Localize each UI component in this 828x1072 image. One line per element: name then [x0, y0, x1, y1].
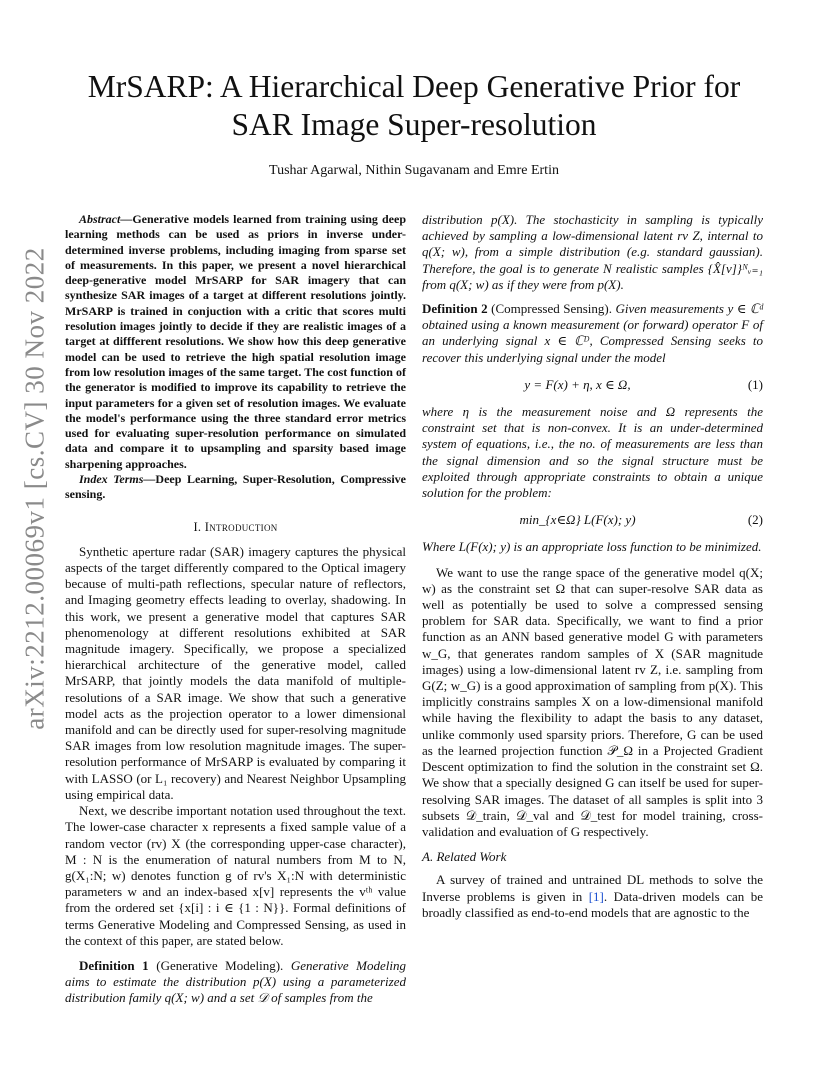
definition-2-text: Given measurements y ∈ ℂᵈ obtained using a known measurement (or forward) operator F of an underlying signal x ∈ ℂᴰ, Compressed Sensing seeks to recover this underlying signal under the model: [422, 301, 763, 365]
definition-2-end: Where L(F(x); y) is an appropriate loss function to be minimized.: [422, 539, 762, 555]
citation-link[interactable]: [1]: [588, 888, 604, 904]
definition-1-name: (Generative Modeling).: [148, 957, 291, 973]
intro-paragraph-1: Synthetic aperture radar (SAR) imagery captures the physical aspects of the target differently compared to the Optical imagery because of multi-path reflections, specular nature of reflectors, and Imaging geometry effects leading to overlay, shadowing. In this work, we present a generative model that captures SAR phenomenology at different resolutions exhibited at SAR magnitude imagery. Specifically, we propose a specialized hierarchical architecture of the generative model, called MrSARP, that jointly models the data manifold of multiple-resolutions of a SAR image. We show that such a generative model acts as the projection operator to a lower dimensional manifold and can be directly used for super-resolving magnitude SAR images from low resolution magnitude images. The super-resolution performance of MrSARP is evaluated by comparing it with LASSO (or L₁ recovery) and Nearest Neighbor Upsampling using empirical data.: [65, 543, 406, 802]
definition-2: [422, 301, 763, 366]
title-line-2: SAR Image Super-resolution: [231, 107, 597, 142]
paper-title: [60, 68, 768, 144]
equation-1-body: y = F(x) + η, x ∈ Ω,: [524, 376, 631, 392]
index-terms-text: Deep Learning, Super-Resolution, Compressive sensing.: [65, 472, 406, 502]
authors: Tushar Agarwal, Nithin Sugavanam and Emre Ertin: [269, 163, 559, 178]
definition-1: [65, 958, 406, 1007]
body-paragraph: We want to use the range space of the generative model q(X; w) as the constraint set Ω that can super-resolve SAR data as well as potentially be used to solve a compressed sensing problem for SAR data. Specifically, we want to find a prior function as an ANN based generative model G with parameters w_G, that generates random samples of X (SAR magnitude images) using a low-dimensional latent rv Z, i.e. sampling from G(Z; w_G) is a good approximation of sampling from p(X). This implicitly constrains samples X on a low-dimensional manifold while having the flexibility to adapt the basis to any dataset, unlike commonly used sparsity priors. Therefore, G can be used as the learned projection function 𝒫_Ω in a Projected Gradient Descent optimization to find the solution in the constraint set Ω. We show that a specially designed G can itself be used for super-resolving SAR images. The dataset of all samples is split into 3 subsets 𝒟_train, 𝒟_val and 𝒟_test for model training, cross-validation and evaluation of G respectively.: [422, 564, 763, 839]
definition-2-continued: where η is the measurement noise and Ω represents the constraint set that is non-convex. It is an under-determined system of equations, i.e., the no. of measurements are less than the signal dimension and so the signal structure must be exploited through appropriate constraints to obtain a unique solution for the problem:: [422, 404, 763, 501]
title-line-1: MrSARP: A Hierarchical Deep Generative Prior for: [87, 69, 741, 104]
abstract-label: Abstract—: [79, 212, 133, 226]
arxiv-identifier: arXiv:2212.00069v1 [cs.CV] 30 Nov 2022: [19, 246, 50, 730]
intro-paragraph-2: Next, we describe important notation used throughout the text. The lower-case character x represents a fixed sample value of a random vector (rv) X (the corresponding upper-case character), M : N is the enumeration of natural numbers from M to N, g(X₁:N; w) denotes function g of rv's X₁:N with deterministic parameters w and an index-based x[v] represents the vᵗʰ value from the ordered set {x[i] : i ∈ {1 : N}}. Formal definitions of terms Generative Modeling and Compressed Sensing, as used in the context of this paper, are stated below.: [65, 803, 406, 948]
left-column: [65, 212, 406, 1007]
section-heading-introduction: I. Introduction: [193, 519, 278, 534]
equation-2-number: (2): [747, 512, 763, 528]
arxiv-banner: [19, 246, 50, 730]
abstract-text: Generative models learned from training using deep learning methods can be used as priors in inverse under-determined inverse problems, including imaging from sparse set of measurements. In this paper, we present a novel hierarchical deep-generative model MrSARP for SAR imagery that can synthesize SAR images of a target at different resolutions jointly. MrSARP is trained in conjuction with a critic that scores multi resolution images jointly to decide if they are realistic images of a target at diffferent resolutions. We show how this deep generative model can be used to retrieve the high spatial resolution image from low resolution images of the same target. The cost function of the generator is modified to improve its capability to retrieve the input parameters for a given set of resolution images. We evaluate the model's performance using the three standard error metrics used for evaluating super-resolution performance on simulated data and compare it to upsampling and sparsity based image sharpening approaches.: [65, 212, 406, 471]
definition-1-continued: distribution p(X). The stochasticity in sampling is typically achieved by sampling a low-dimensional latent rv Z, internal to q(X; w), from a simple distribution (e.g. standard gaussian). Therefore, the goal is to generate N realistic samples {X̂[v]}ᴺᵥ₌₁ from q(X; w) as if they were from p(X).: [422, 212, 763, 292]
definition-2-label: Definition 2: [422, 301, 488, 317]
equation-2-body: min_{x∈Ω} L(F(x); y): [519, 512, 636, 528]
equation-1: [422, 377, 763, 393]
right-column: [422, 212, 763, 921]
definition-1-text: Generative Modeling aims to estimate the distribution p(X) using a parameterized distribution family q(X; w) and a set 𝒟 of samples from the: [65, 957, 406, 1006]
index-terms-label: Index Terms—: [79, 472, 156, 487]
equation-2: [422, 512, 763, 528]
subsection-heading-related-work: A. Related Work: [422, 849, 507, 865]
equation-1-number: (1): [747, 376, 763, 392]
definition-2-name: (Compressed Sensing).: [487, 301, 616, 317]
definition-1-label: Definition 1: [79, 957, 149, 973]
related-work-paragraph: A survey of trained and untrained DL methods to solve the Inverse problems is given in [1]. Data-driven models can be broadly classified as end-to-end models that are agnostic to the: [422, 872, 763, 920]
abstract: [65, 212, 406, 472]
index-terms: [65, 472, 406, 503]
